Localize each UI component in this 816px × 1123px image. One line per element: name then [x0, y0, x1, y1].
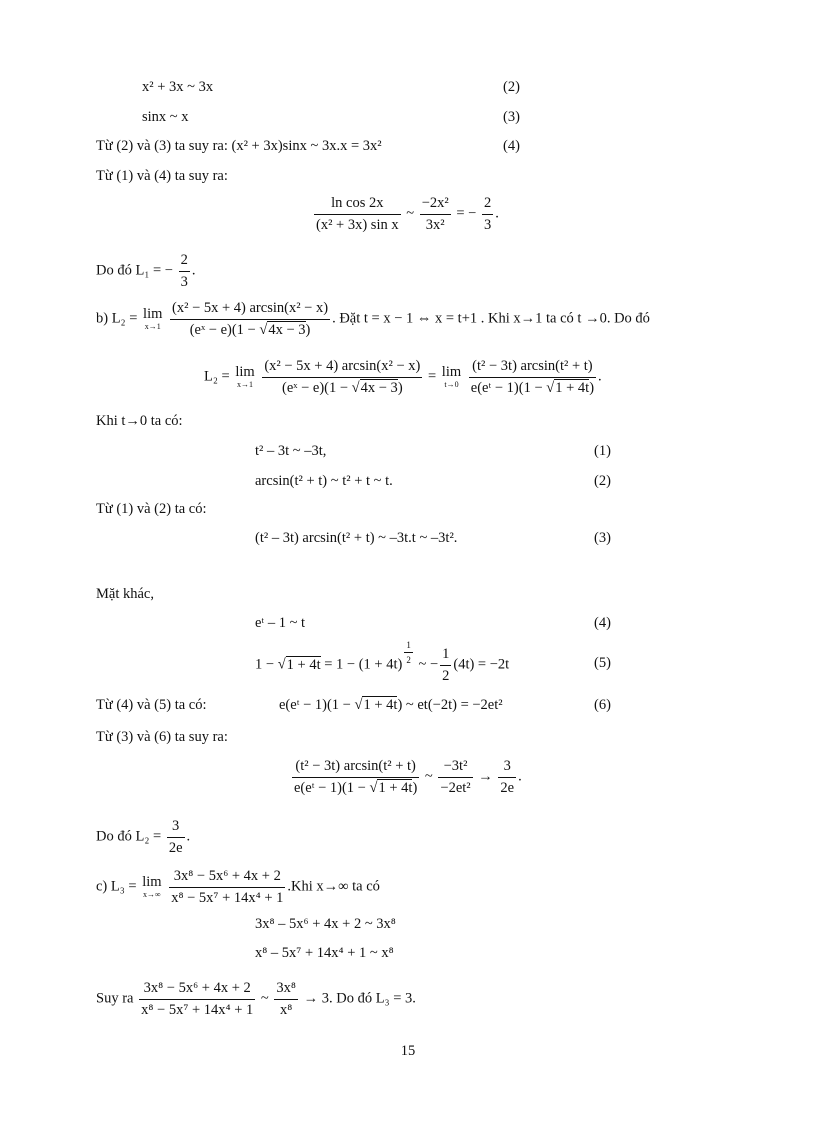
limit-L2-definition: b) L₂ = lim x→1 $\frac{\text{(x² − 5x + 4) arcsin(x² − x)}}{\text{(eˣ − e)(1 − √4x − 3)}}$ . Đặt t = x − 1 ⇔ x = t+1 . Khi x→1 ta có t →0. Do đó	[96, 300, 650, 338]
eq-number: (2)	[503, 79, 520, 95]
eq-number: (3)	[503, 109, 520, 125]
conclusion-L1: Do đó L₁ = − $\frac{2}{3}$ .	[96, 252, 196, 290]
equiv-x2-3x: x² + 3x ~ 3x	[142, 79, 214, 95]
text-line: Khi t→0 ta có:	[96, 413, 183, 429]
eq-number: (3)	[594, 530, 611, 546]
display-equation: $\frac{\text{ln cos 2x}}{\text{(x² + 3x) sin x}}$ ~ $\frac{\text{−2x²}}{\text{3x²}}$ = − $\frac{2}{3}$ .	[316, 195, 499, 233]
limit-L2-substitution: L₂ = lim x→1 $\frac{\text{(x² − 5x + 4) arcsin(x² − x)}}{\text{(eˣ − e)(1 − √4x − 3)}}$ = lim t→0 $\frac{\text{(t² − 3t) arcsin(t² + t)}}{\text{e(eᵗ − 1)(1 − √1 + 4t)}}$ .	[204, 358, 602, 396]
text-line: Từ (2) và (3) ta suy ra: (x² + 3x)sinx ~ 3x.x = 3x²	[96, 138, 382, 154]
text-line: Từ (4) và (5) ta có:	[96, 697, 207, 713]
eq-number: (4)	[594, 615, 611, 631]
equiv-sqrt: 1 − √1 + 4t = 1 − (1 + 4t) $\frac{1}{2}$ ~ − $\frac{1}{2}$ (4t) = −2t	[255, 640, 510, 684]
display-equation: $\frac{\text{(t² − 3t) arcsin(t² + t)}}{\text{e(eᵗ − 1)(1 − √1 + 4t)}}$ ~ $\frac{\text{−3t²}}{\text{−2et²}}$ → $\frac{3}{2e}$ .	[294, 758, 522, 796]
page-number: 15	[400, 1043, 416, 1059]
text-line: Từ (1) và (4) ta suy ra:	[96, 168, 228, 184]
eq-number: (2)	[594, 473, 611, 489]
eq-number: (1)	[594, 443, 611, 459]
text-line: Từ (3) và (6) ta suy ra:	[96, 729, 228, 745]
limit-L3-definition: c) L₃ = lim x→∞ $\frac{\text{3x⁸ − 5x⁶ + 4x + 2}}{\text{x⁸ − 5x⁷ + 14x⁴ + 1}}$ .Khi x→∞ ta có	[96, 868, 380, 906]
text-line: Mặt khác,	[96, 586, 154, 602]
conclusion-L3: Suy ra $\frac{\text{3x⁸ − 5x⁶ + 4x + 2}}{\text{x⁸ − 5x⁷ + 14x⁴ + 1}}$ ~ $\frac{\text{3x⁸}}{\text{x⁸}}$ → 3. Do đó L₃ = 3.	[96, 980, 416, 1018]
equiv-t2-3t: t² – 3t ~ –3t,	[255, 443, 327, 459]
eq-number: (6)	[594, 697, 611, 713]
equiv-denominator: e(eᵗ − 1)(1 − √1 + 4t) ~ et(−2t) = −2et²	[279, 697, 503, 713]
equiv-denominator: x⁸ – 5x⁷ + 14x⁴ + 1 ~ x⁸	[255, 945, 394, 961]
equiv-arcsin: arcsin(t² + t) ~ t² + t ~ t.	[255, 473, 393, 489]
equiv-product: (t² – 3t) arcsin(t² + t) ~ –3t.t ~ –3t².	[255, 530, 458, 546]
equiv-et-1: eᵗ – 1 ~ t	[255, 615, 306, 631]
conclusion-L2: Do đó L₂ = $\frac{3}{2e}$ .	[96, 818, 191, 856]
equiv-numerator: 3x⁸ – 5x⁶ + 4x + 2 ~ 3x⁸	[255, 916, 396, 932]
text-line: Từ (1) và (2) ta có:	[96, 501, 207, 517]
eq-number: (5)	[594, 655, 611, 671]
eq-number: (4)	[503, 138, 520, 154]
equiv-sinx: sinx ~ x	[142, 109, 189, 125]
